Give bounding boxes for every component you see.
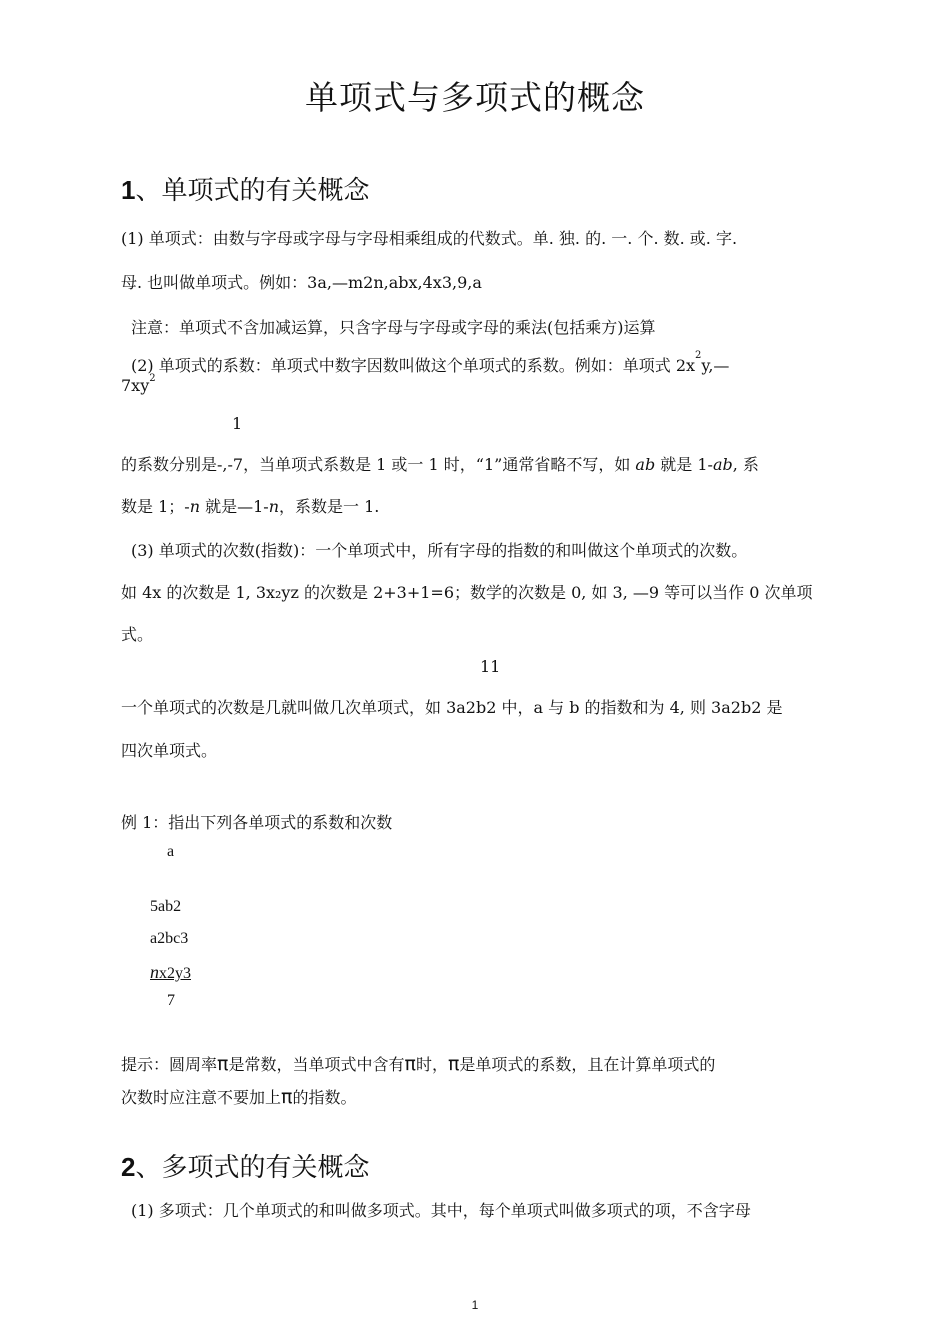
example-item-3-denominator: 7 bbox=[167, 992, 175, 1009]
paragraph-1-line-1: (1) 单项式：由数与字母或字母与字母相乘组成的代数式。单. 独. 的. 一. 个. 数. 或. 字. bbox=[121, 229, 738, 248]
paragraph-2-text-h: ，系数是一 1. bbox=[279, 497, 380, 516]
tip-text-a: 提示：圆周率 bbox=[121, 1055, 218, 1074]
paragraph-3-line-4: 一个单项式的次数是几就叫做几次单项式，如 3a2b2 中，a 与 b 的指数和为 4, 则 3a2b2 是 bbox=[121, 698, 783, 717]
section-1-heading bbox=[121, 170, 369, 207]
paragraph-3-line-1: (3) 单项式的次数(指数)：一个单项式中，所有字母的指数的和叫做这个单项式的次数。 bbox=[131, 541, 748, 560]
paragraph-2-text-e: , 系 bbox=[732, 455, 759, 474]
paragraph-2-text-g: 就是—1- bbox=[200, 497, 269, 516]
fraction-numerator: 1 bbox=[232, 414, 243, 433]
section-2-number: 2 bbox=[121, 1152, 136, 1182]
pi-symbol: π bbox=[217, 1053, 229, 1075]
paragraph-2-line-1 bbox=[131, 350, 730, 376]
paragraph-3-line-2: 如 4x 的次数是 1, 3x₂yz 的次数是 2+3+1=6；数学的次数是 0, 如 3, —9 等可以当作 0 次单项 bbox=[121, 583, 813, 602]
section-2-title: 、多项式的有关概念 bbox=[135, 1153, 370, 1183]
note-line: 注意：单项式不含加减运算，只含字母与字母或字母的乘法(包括乘方)运算 bbox=[131, 318, 656, 337]
example-item-a: a bbox=[167, 843, 175, 860]
paragraph-2-line-3 bbox=[121, 452, 759, 475]
example-label: 例 1：指出下列各单项式的系数和次数 bbox=[121, 813, 393, 832]
pi-symbol: π bbox=[404, 1053, 416, 1075]
tip-text-c: 时， bbox=[415, 1055, 448, 1074]
variable-ab: ab bbox=[712, 455, 733, 474]
section-1-number: 1 bbox=[121, 175, 136, 205]
paragraph-3-line-5: 四次单项式。 bbox=[121, 741, 218, 760]
example-item-1: 5ab2 bbox=[150, 898, 182, 915]
paragraph-2-line-2 bbox=[121, 373, 156, 395]
pi-symbol: π bbox=[447, 1053, 460, 1075]
pi-symbol: π bbox=[281, 1086, 293, 1108]
variable-n: n bbox=[268, 497, 279, 516]
tip-text-d: 是单项式的系数，且在计算单项式的 bbox=[459, 1055, 716, 1074]
paragraph-2-text-c: 的系数分别是-,-7，当单项式系数是 1 或一 1 时，“1”通常省略不写，如 bbox=[121, 455, 636, 474]
paragraph-2-text-a: (2) 单项式的系数：单项式中数字因数叫做这个单项式的系数。例如：单项式 2x bbox=[131, 356, 696, 375]
tip-text-f: 的指数。 bbox=[292, 1088, 357, 1107]
page-title: 单项式与多项式的概念 bbox=[305, 78, 645, 117]
tip-text-b: 是常数，当单项式中含有 bbox=[228, 1055, 405, 1074]
example-item-3-rest: x2y3 bbox=[159, 965, 191, 982]
paragraph-3-line-3: 式。 bbox=[121, 625, 154, 644]
tip-line-1 bbox=[121, 1052, 715, 1075]
section-1-title: 、单项式的有关概念 bbox=[135, 176, 370, 206]
variable-ab: ab bbox=[635, 455, 656, 474]
superscript: 2 bbox=[149, 373, 156, 384]
paragraph-3-numerals: 11 bbox=[480, 657, 501, 676]
example-item-3 bbox=[150, 962, 191, 983]
paragraph-2-text-f: 数是 1；- bbox=[121, 497, 190, 516]
section-2-paragraph-1: (1) 多项式：几个单项式的和叫做多项式。其中，每个单项式叫做多项式的项，不含字母 bbox=[131, 1201, 751, 1220]
paragraph-2-text-d: 就是 1- bbox=[655, 455, 713, 474]
page-number: 1 bbox=[471, 1298, 479, 1312]
paragraph-2-line-4 bbox=[121, 494, 379, 517]
example-item-2: a2bc3 bbox=[150, 930, 189, 947]
tip-line-2 bbox=[121, 1085, 356, 1108]
superscript: 2 bbox=[695, 350, 702, 361]
example-item-3-n: n bbox=[150, 962, 159, 982]
paragraph-2-text-b: y,— bbox=[701, 356, 730, 375]
tip-text-e: 次数时应注意不要加上 bbox=[121, 1088, 282, 1107]
paragraph-1-line-2: 母. 也叫做单项式。例如：3a,—m2n,abx,4x3,9,a bbox=[121, 273, 482, 292]
section-2-heading bbox=[121, 1147, 369, 1184]
paragraph-2-term: 7xy bbox=[121, 376, 150, 395]
variable-n: n bbox=[189, 497, 200, 516]
